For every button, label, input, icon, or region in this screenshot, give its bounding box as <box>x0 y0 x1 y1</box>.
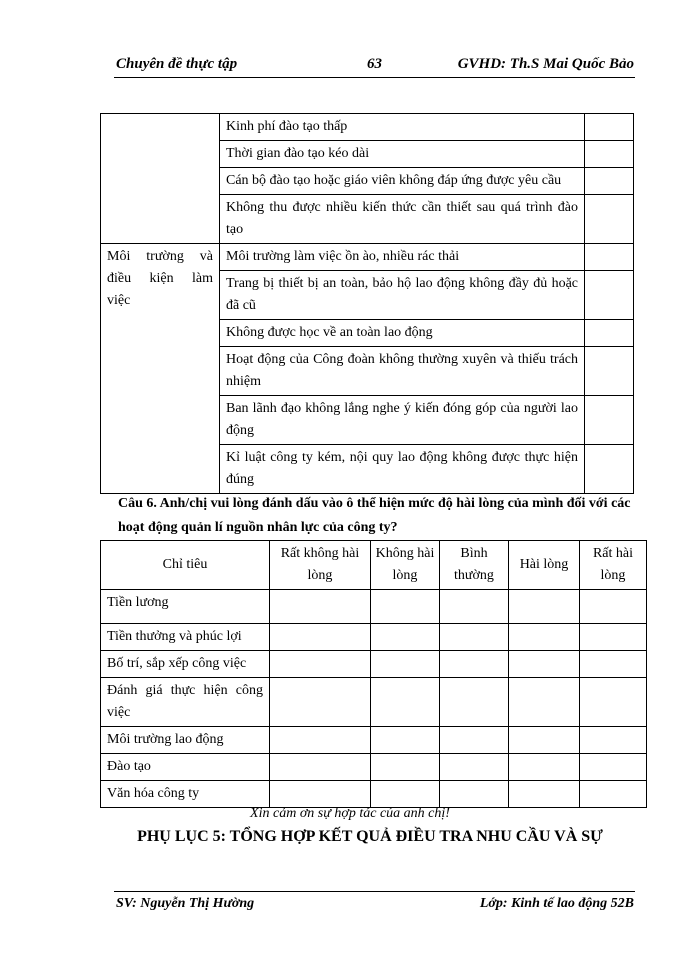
rating-cell[interactable] <box>440 624 509 651</box>
appendix-title: PHỤ LỤC 5: TỔNG HỢP KẾT QUẢ ĐIỀU TRA NHU CẦU VÀ SỰ <box>137 828 603 845</box>
rating-cell[interactable] <box>440 590 509 624</box>
item-cell: Kinh phí đào tạo thấp <box>220 114 585 141</box>
rating-cell[interactable] <box>270 781 371 808</box>
col-header: Bình thường <box>440 541 509 590</box>
check-cell[interactable] <box>585 244 634 271</box>
rating-cell[interactable] <box>440 678 509 727</box>
col-header: Không hài lòng <box>371 541 440 590</box>
check-cell[interactable] <box>585 141 634 168</box>
rating-cell[interactable] <box>270 651 371 678</box>
rating-cell[interactable] <box>580 781 647 808</box>
check-cell[interactable] <box>585 168 634 195</box>
rating-cell[interactable] <box>371 781 440 808</box>
rating-cell[interactable] <box>270 727 371 754</box>
thanks-note: Xin cảm ơn sự hợp tác của anh chị! <box>250 806 450 821</box>
rating-cell[interactable] <box>580 590 647 624</box>
item-cell: Thời gian đào tạo kéo dài <box>220 141 585 168</box>
satisfaction-table <box>100 540 647 808</box>
rating-cell[interactable] <box>371 624 440 651</box>
rating-cell[interactable] <box>440 781 509 808</box>
row-label: Văn hóa công ty <box>101 781 270 808</box>
factors-table <box>100 113 634 494</box>
header-left: Chuyên đề thực tập <box>116 56 238 72</box>
item-cell: Kỉ luật công ty kém, nội quy lao động không được thực hiện đúng <box>220 445 585 494</box>
item-cell: Cán bộ đào tạo hoặc giáo viên không đáp ứng được yêu cầu <box>220 168 585 195</box>
rating-cell[interactable] <box>371 651 440 678</box>
rating-cell[interactable] <box>509 678 580 727</box>
rating-cell[interactable] <box>580 754 647 781</box>
check-cell[interactable] <box>585 396 634 445</box>
row-label: Tiền lương <box>101 590 270 624</box>
rating-cell[interactable] <box>371 754 440 781</box>
page-number: 63 <box>367 56 382 72</box>
header-right: GVHD: Th.S Mai Quốc Bảo <box>457 56 634 72</box>
check-cell[interactable] <box>585 320 634 347</box>
row-label: Đào tạo <box>101 754 270 781</box>
item-cell: Ban lãnh đạo không lắng nghe ý kiến đóng góp của người lao động <box>220 396 585 445</box>
rating-cell[interactable] <box>440 727 509 754</box>
header-rule <box>114 77 635 78</box>
question-6: Câu 6. Anh/chị vui lòng đánh dấu vào ô thể hiện mức độ hài lòng của mình đối với các hoạt động quản lí nguồn nhân lực của công ty? <box>118 496 631 535</box>
category-cell <box>101 114 220 244</box>
check-cell[interactable] <box>585 347 634 396</box>
rating-cell[interactable] <box>270 624 371 651</box>
rating-cell[interactable] <box>440 754 509 781</box>
rating-cell[interactable] <box>509 651 580 678</box>
rating-cell[interactable] <box>270 678 371 727</box>
col-header: Rất không hài lòng <box>270 541 371 590</box>
rating-cell[interactable] <box>509 781 580 808</box>
col-header: Hài lòng <box>509 541 580 590</box>
check-cell[interactable] <box>585 445 634 494</box>
rating-cell[interactable] <box>509 624 580 651</box>
rating-cell[interactable] <box>270 590 371 624</box>
item-cell: Hoạt động của Công đoàn không thường xuyên và thiếu trách nhiệm <box>220 347 585 396</box>
rating-cell[interactable] <box>440 651 509 678</box>
item-cell: Trang bị thiết bị an toàn, bảo hộ lao động không đầy đủ hoặc đã cũ <box>220 271 585 320</box>
rating-cell[interactable] <box>509 727 580 754</box>
category-cell: Môi trường và điều kiện làm việc <box>101 244 220 494</box>
rating-cell[interactable] <box>580 678 647 727</box>
rating-cell[interactable] <box>371 727 440 754</box>
rating-cell[interactable] <box>580 651 647 678</box>
col-header: Rất hài lòng <box>580 541 647 590</box>
page-header <box>114 52 634 76</box>
rating-cell[interactable] <box>270 754 371 781</box>
item-cell: Môi trường làm việc ồn ào, nhiều rác thải <box>220 244 585 271</box>
check-cell[interactable] <box>585 271 634 320</box>
row-label: Bố trí, sắp xếp công việc <box>101 651 270 678</box>
item-cell: Không được học về an toàn lao động <box>220 320 585 347</box>
rating-cell[interactable] <box>509 590 580 624</box>
col-header: Chỉ tiêu <box>101 541 270 590</box>
footer-left: SV: Nguyễn Thị Hường <box>116 896 255 911</box>
row-label: Môi trường lao động <box>101 727 270 754</box>
rating-cell[interactable] <box>580 624 647 651</box>
footer-rule <box>114 891 635 892</box>
rating-cell[interactable] <box>371 590 440 624</box>
rating-cell[interactable] <box>580 727 647 754</box>
rating-cell[interactable] <box>509 754 580 781</box>
item-cell: Không thu được nhiều kiến thức cần thiết sau quá trình đào tạo <box>220 195 585 244</box>
row-label: Đánh giá thực hiện công việc <box>101 678 270 727</box>
check-cell[interactable] <box>585 114 634 141</box>
row-label: Tiền thưởng và phúc lợi <box>101 624 270 651</box>
check-cell[interactable] <box>585 195 634 244</box>
footer-right: Lớp: Kinh tế lao động 52B <box>479 896 634 911</box>
rating-cell[interactable] <box>371 678 440 727</box>
